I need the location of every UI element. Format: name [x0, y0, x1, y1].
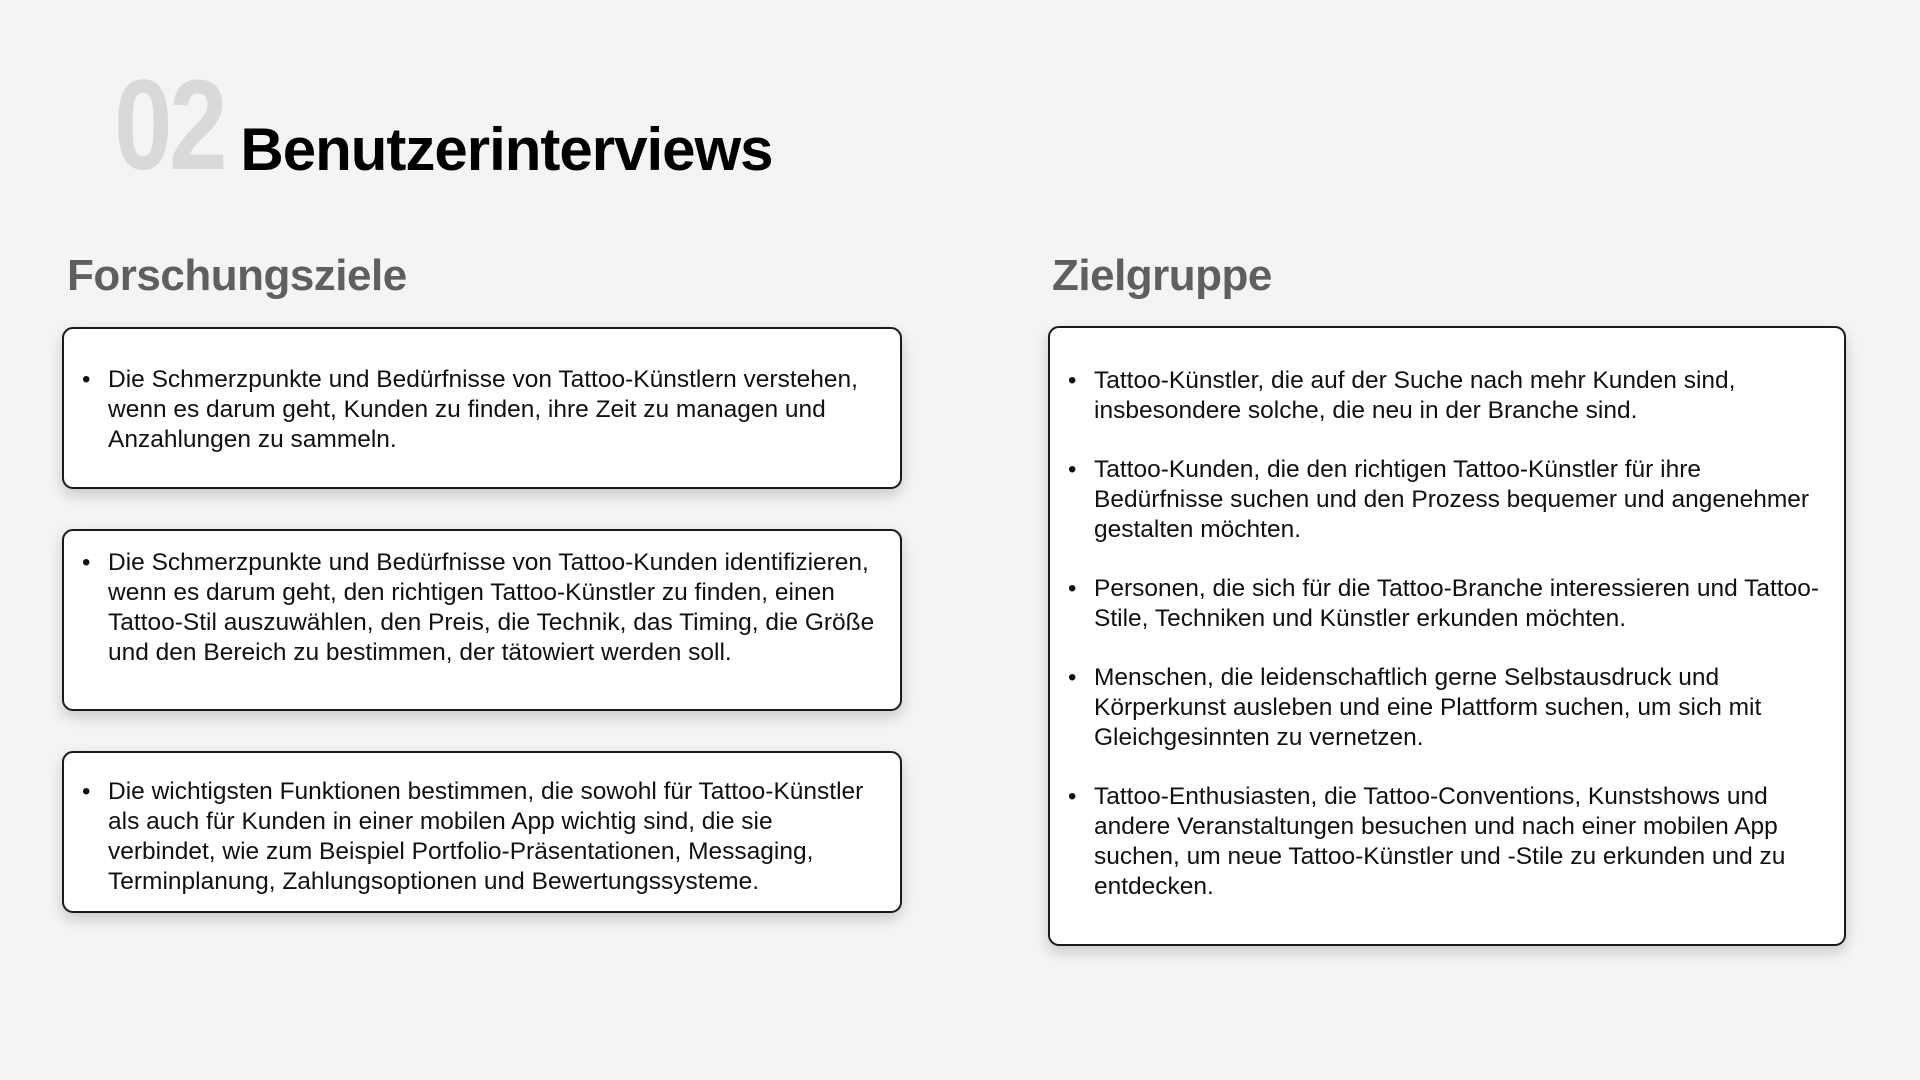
list-item: • Die wichtigsten Funktionen bestimmen, die sowohl für Tattoo-Künstler als auch für Kunden in einer mobilen App wichtig sind, die sie verbindet, wie zum Beispiel Portfolio-Präsentationen, Messaging, Terminplanung, Zahlungsoptionen und Bewertungssysteme. [64, 777, 880, 897]
bullet-list [64, 777, 880, 897]
research-goal-card [62, 327, 902, 489]
slide-header [114, 54, 773, 197]
bullet-list [64, 548, 880, 668]
target-group-card [1048, 326, 1846, 946]
page-title: Benutzerinterviews [240, 116, 773, 183]
list-item: • Menschen, die leidenschaftlich gerne Selbstausdruck und Körperkunst ausleben und eine Plattform suchen, um sich mit Gleichgesinnten zu vernetzen. [1050, 663, 1826, 753]
bullet-list [64, 365, 880, 455]
bullet-list [1050, 366, 1826, 902]
list-item: • Die Schmerzpunkte und Bedürfnisse von Tattoo-Kunden identifizieren, wenn es darum geht, den richtigen Tattoo-Künstler zu finden, einen Tattoo-Stil auszuwählen, den Preis, die Technik, das Timing, die Größe und den Bereich zu bestimmen, der tätowiert werden soll. [64, 548, 880, 668]
list-item: • Die Schmerzpunkte und Bedürfnisse von Tattoo-Künstlern verstehen, wenn es darum geht, Kunden zu finden, ihre Zeit zu managen und Anzahlungen zu sammeln. [64, 365, 880, 455]
list-item: • Tattoo-Künstler, die auf der Suche nach mehr Kunden sind, insbesondere solche, die neu in der Branche sind. [1050, 366, 1826, 426]
research-goal-card [62, 751, 902, 913]
list-item: • Tattoo-Kunden, die den richtigen Tattoo-Künstler für ihre Bedürfnisse suchen und den Prozess bequemer und angenehmer gestalten möchten. [1050, 455, 1826, 545]
list-item: • Personen, die sich für die Tattoo-Branche interessieren und Tattoo-Stile, Techniken und Künstler erkunden möchten. [1050, 574, 1826, 634]
section-number: 02 [114, 54, 225, 197]
research-goals-heading: Forschungsziele [67, 251, 407, 300]
target-group-heading: Zielgruppe [1052, 251, 1272, 300]
research-goal-card [62, 529, 902, 711]
list-item: • Tattoo-Enthusiasten, die Tattoo-Conventions, Kunstshows und andere Veranstaltungen besuchen und nach einer mobilen App suchen, um neue Tattoo-Künstler und -Stile zu erkunden und zu entdecken. [1050, 782, 1826, 902]
